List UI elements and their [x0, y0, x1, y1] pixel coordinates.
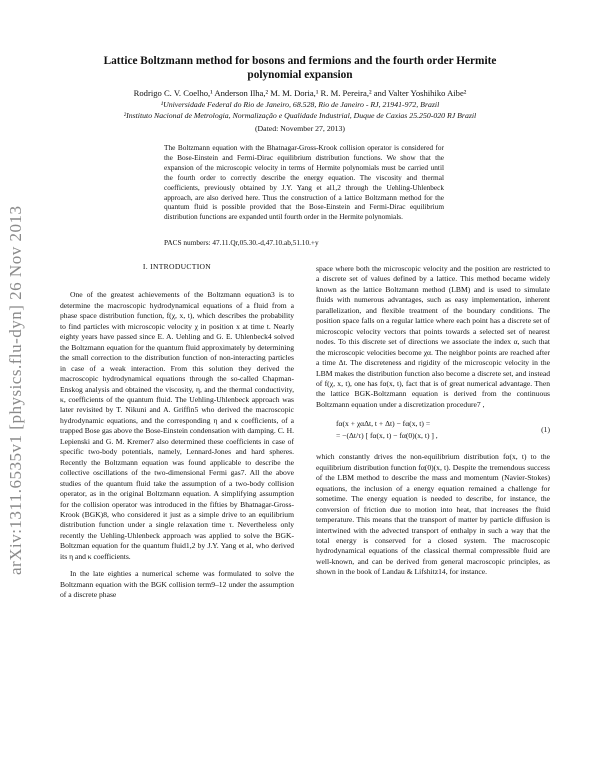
paper-title [90, 54, 510, 82]
intro-paragraph-2-continued: space where both the microscopic velocity and the position are restricted to a discrete set of values defined by a lattice. This method became widely known as the lattice Boltzmann method (LBM) and is used to simulate fluids with numerous advantages, such as easy implementation, inherent parallelization, and flexible treatment of the boundary conditions. The position space falls on a regular lattice where each point has a discrete set of microscopic velocity vectors that points towards a selected set of nearest nodes. To this discrete set of directions we associate the index α, such that the microscopic velocities become χα. The neighbor points are reached after a time Δt. The discreteness and rigidity of the microscopic velocity in the LBM makes the distribution function also become a discrete set, and instead of f(χ, x, t), one has fα(x, t), fact that is of great numerical advantage. Then the lattice BGK-Boltzmann equation is derived from the continuous Boltzmann equation under a discretization procedure7 , [316, 264, 550, 409]
intro-paragraph-1: One of the greatest achievements of the Boltzmann equation3 is to determine the macroscopic hydrodynamical equations of a fluid from a phase space distribution function, f(χ, x, t), which describes the probability to find particles with microscopic velocity χ in position x at time t. Nearly eighty years have passed since E. A. Uehling and G. E. Uhlenbeck4 solved the Boltzmann equation for the quantum fluid approximately by determining the small correction to the distribution function of non-interacting particles in case of a weak interaction. From this solution they derived the macroscopic hydrodynamical equations through the so-called Chapman-Enskog analysis and obtained the viscosity, η, and the thermal conductivity, κ, coefficients of the quantum fluid. The Uehling-Uhlenbeck approach was later revisited by T. Nikuni and A. Griffin5 who derived the macroscopic hydrodynamic equations, and the corresponding η and κ coefficients, of a trapped Bose gas above the Bose-Einstein condensation with damping. C. H. Lepienski and G. M. Kremer7 also determined these coefficients in case of specific two-body potentials, namely, Lennard-Jones and hard spheres. Recently the Boltzmann equation was found applicable to describe the collective oscillations of the two-dimensional Fermi gas7. All the above studies of the quantum fluid take the assumption of a two-body collision operator, as in the original Boltzmann equation. A simplifying assumption for the collision operator was introduced in the fifties by Bhatnagar-Gross-Krook (BGK)8, who considered it just as a simple drive to an equilibrium distribution function under a single relaxation time τ. Nevertheless only recently the Uehling-Uhlenbeck approach was applied to solve the BGK-Boltzman equation for the quantum fluid1,2 by J.Y. Yang et al, who derived its η and κ coefficients. [60, 290, 294, 561]
equation-number: (1) [541, 425, 550, 435]
arxiv-identifier-stamp: arXiv:1311.6535v1 [physics.flu-dyn] 26 Nov 2013 [6, 205, 25, 575]
pacs-numbers: PACS numbers: 47.11.Qr,05.30.-d,47.10.ab,51.10.+y [164, 238, 319, 247]
equation-line-2: = −(Δt/τ) [ fα(x, t) − fα(0)(x, t) ] , [336, 431, 438, 441]
title-line-2: polynomial expansion [247, 69, 353, 81]
equation-1 [316, 418, 550, 442]
title-line-1: Lattice Boltzmann method for bosons and fermions and the fourth order Hermite [103, 55, 497, 67]
author-list: Rodrigo C. V. Coelho,¹ Anderson Ilha,² M. M. Doria,¹ R. M. Pereira,² and Valter Yoshihiko Aibe² [133, 88, 467, 98]
date-line: (Dated: November 27, 2013) [254, 124, 346, 133]
left-column [60, 262, 294, 601]
abstract: The Boltzmann equation with the Bhatnagar-Gross-Krook collision operator is considered for the Bose-Einstein and Fermi-Dirac equilibrium distribution functions. We show that the expansion of the microscopic velocity in terms of Hermite polynomials must be carried until the fourth order to correctly describe the energy equation. The viscosity and thermal coefficients, previously obtained by J.Y. Yang et al1,2 through the Uehling-Uhlenbeck approach, are also derived here. Thus the construction of a lattice Boltzmann method for the quantum fluid is possible provided that the Bose-Einstein and Fermi-Dirac equilibrium distribution functions are expanded until fourth order in the Hermite polynomials. [164, 143, 444, 222]
section-heading: I. INTRODUCTION [142, 262, 212, 271]
equation-line-1: fα(x + χαΔt, t + Δt) − fα(x, t) = [336, 419, 431, 429]
right-column [316, 264, 550, 578]
intro-paragraph-3: which constantly drives the non-equilibrium distribution fα(x, t) to the equilibrium distribution function fα(0)(x, t). Despite the tremendous success of the LBM method to describe the mass and momentum (Navier-Stokes) equations, the inclusion of a energy equation remained a challenge for sometime. The energy equation is needed to describe, for instance, the conversion of friction due to motion into heat, that increases the fluid temperature. This means that the transport of matter by particle diffusion is intertwined with the advected transport of enthalpy in such a way that the total energy is conserved for a closed system. The macroscopic hydrodynamical equations of the classical thermal compressible fluid are well-known, and can be derived from general macroscopic principles, as shown in the book of Landau & Lifshitz14, for instance. [316, 452, 550, 577]
affiliation-2: ²Instituto Nacional de Metrologia, Normalização e Qualidade Industrial, Duque de Caxias 25.250-020 RJ Brazil [123, 111, 477, 120]
intro-paragraph-2: In the late eighties a numerical scheme was formulated to solve the Boltzmann equation with the BGK collision term9–12 under the assumption of a discrete phase [60, 569, 294, 600]
affiliation-1: ¹Universidade Federal do Rio de Janeiro, 68.528, Rio de Janeiro - RJ, 21941-972, Brazil [160, 100, 440, 109]
